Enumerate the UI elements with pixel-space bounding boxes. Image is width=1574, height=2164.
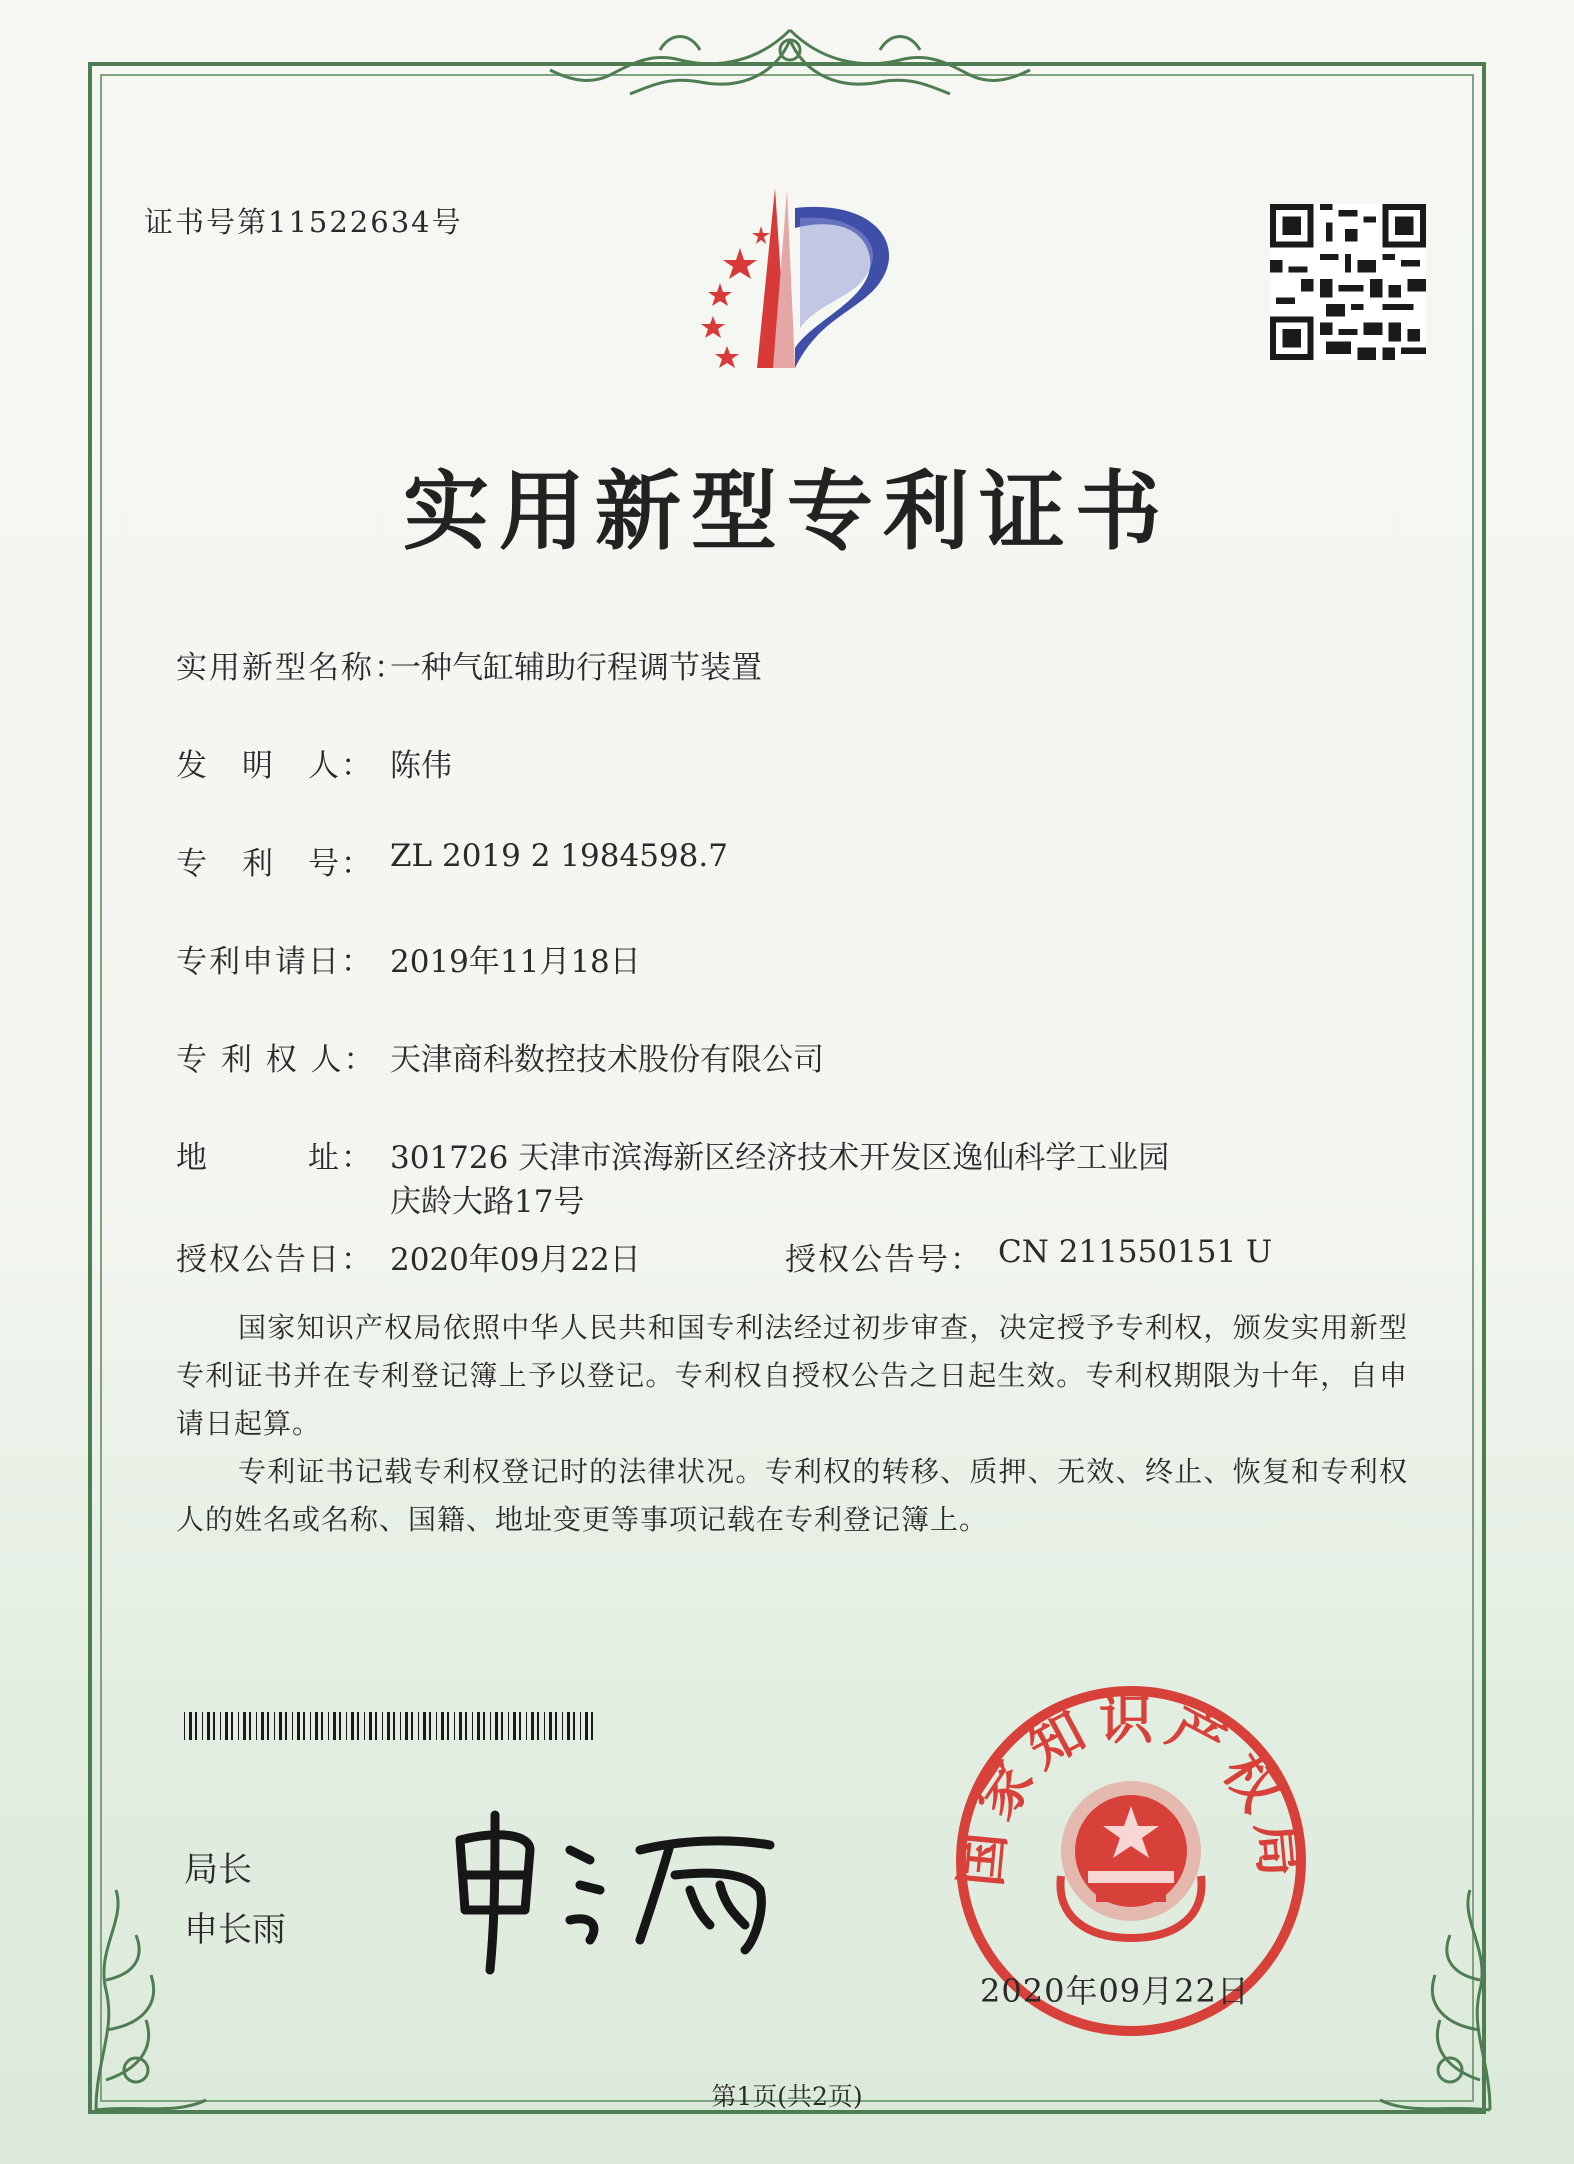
cnipa-logo-icon — [665, 178, 915, 378]
announce-number-value: CN 211550151 U — [998, 1234, 1273, 1270]
announce-number-label: 授权公告号： — [785, 1242, 983, 1278]
top-ornament-icon — [540, 20, 1040, 104]
patent-number-label: 专 利 号： — [176, 846, 374, 882]
patentee-label: 专 利 权 人： — [176, 1042, 377, 1078]
handwritten-signature-icon — [440, 1790, 800, 1980]
filing-date-label: 专利申请日： — [176, 944, 374, 980]
address-line-2: 庆龄大路17号 — [390, 1184, 585, 1220]
page-number: 第1页(共2页) — [711, 2082, 863, 2111]
barcode-icon — [184, 1712, 594, 1740]
name-label: 实用新型名称： — [176, 650, 407, 686]
certificate-title: 实用新型专利证书 — [403, 461, 1171, 562]
patentee-value: 天津商科数控技术股份有限公司 — [390, 1042, 824, 1078]
inventor-label: 发 明 人： — [176, 748, 374, 784]
name-value: 一种气缸辅助行程调节装置 — [390, 650, 762, 686]
address-label: 地 址： — [176, 1140, 374, 1176]
svg-text:国家知识产权局: 国家知识产权局 — [947, 1687, 1315, 1890]
address-line-1: 301726 天津市滨海新区经济技术开发区逸仙科学工业园 — [390, 1140, 1170, 1176]
seal-date: 2020年09月22日 — [980, 1972, 1250, 2010]
official-title: 局长 — [184, 1850, 252, 1890]
official-name: 申长雨 — [184, 1910, 286, 1950]
patent-number-value: ZL 2019 2 1984598.7 — [390, 838, 728, 874]
announce-date-value: 2020年09月22日 — [390, 1242, 641, 1278]
body-paragraph-2: 专利证书记载专利权登记时的法律状况。专利权的转移、质押、无效、终止、恢复和专利权人的姓名或名称、国籍、地址变更等事项记载在专利登记簿上。 — [176, 1455, 1408, 1536]
inventor-value: 陈伟 — [390, 748, 452, 784]
filing-date-value: 2019年11月18日 — [390, 944, 641, 980]
body-paragraph-1: 国家知识产权局依照中华人民共和国专利法经过初步审查，决定授予专利权，颁发实用新型专利证书并在专利登记簿上予以登记。专利权自授权公告之日起生效。专利权期限为十年，自申请日起算。 — [176, 1311, 1408, 1440]
qr-code-icon — [1270, 204, 1426, 360]
certificate-number: 证书号第11522634号 — [144, 205, 463, 239]
announce-date-label: 授权公告日： — [176, 1242, 374, 1278]
